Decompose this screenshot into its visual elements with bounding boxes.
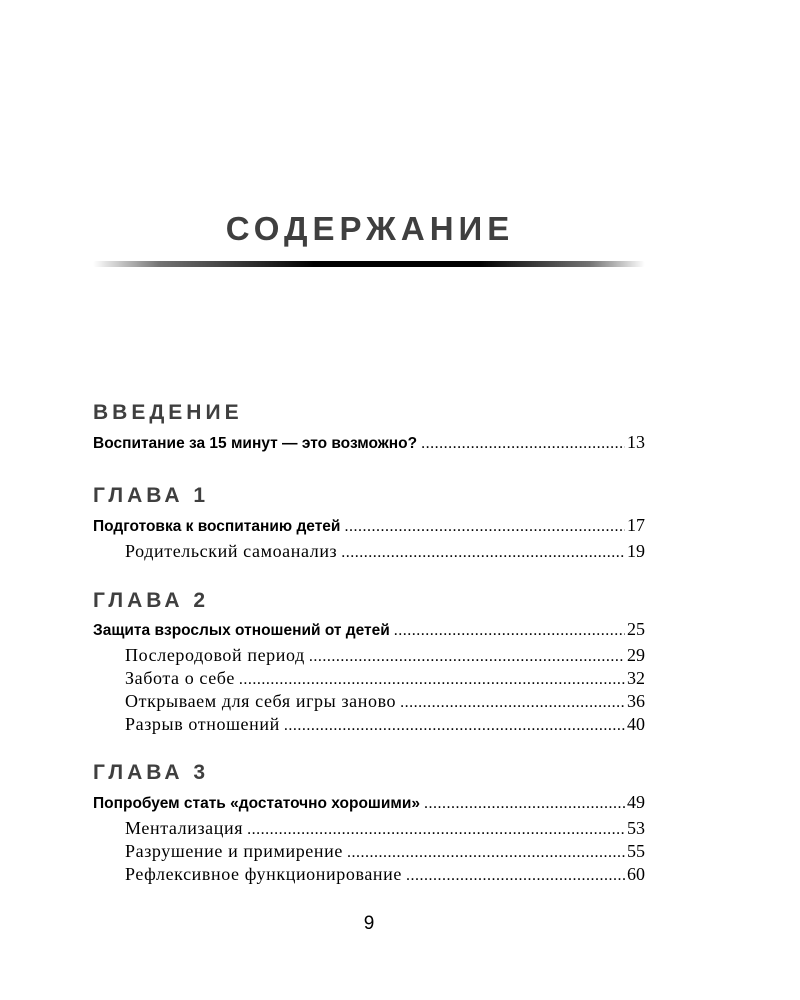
dot-leader	[309, 648, 625, 666]
toc-subentry-title: Забота о себе	[125, 668, 235, 688]
toc-entry-page: 17	[627, 515, 645, 535]
toc-subentry-page: 53	[627, 818, 645, 838]
toc-entry[interactable]	[93, 792, 645, 813]
toc-subentry-title: Послеродовой период	[125, 645, 305, 665]
page-title: СОДЕРЖАНИЕ	[225, 210, 515, 247]
toc-entry-page: 49	[627, 792, 645, 812]
dot-leader	[424, 795, 625, 813]
dot-leader	[400, 694, 625, 712]
dot-leader	[394, 622, 625, 640]
toc-subentry-page: 55	[627, 841, 645, 861]
toc-subentry-title: Разрушение и примирение	[125, 841, 343, 861]
toc-entry-title: Защита взрослых отношений от детей	[93, 622, 390, 639]
toc-subentry[interactable]	[125, 864, 645, 885]
dot-leader	[341, 544, 625, 562]
toc-entry-page: 13	[627, 432, 645, 452]
section-heading-chapter-3: ГЛАВА 3	[93, 761, 210, 784]
toc-entry[interactable]	[93, 619, 645, 640]
toc-subentry[interactable]	[125, 645, 645, 666]
toc-subentry[interactable]	[125, 541, 645, 562]
toc-subentry-title: Рефлексивное функционирование	[125, 864, 402, 884]
dot-leader	[247, 821, 625, 839]
toc-subentry[interactable]	[125, 668, 645, 689]
dot-leader	[344, 518, 625, 536]
dot-leader	[406, 867, 625, 885]
toc-entry-title: Воспитание за 15 минут — это возможно?	[93, 435, 418, 452]
toc-subentry-title: Открываем для себя игры заново	[125, 691, 397, 711]
toc-subentry-page: 19	[627, 541, 645, 561]
toc-subentry-title: Разрыв отношений	[125, 714, 280, 734]
toc-entry-page: 25	[627, 619, 645, 639]
toc-subentry-title: Родительский самоанализ	[125, 541, 338, 561]
toc-subentry-page: 40	[627, 714, 645, 734]
toc-subentry-page: 29	[627, 645, 645, 665]
toc-entry-title: Подготовка к воспитанию детей	[93, 518, 341, 535]
toc-subentry[interactable]	[125, 818, 645, 839]
toc-subentry-page: 32	[627, 668, 645, 688]
dot-leader	[284, 717, 625, 735]
toc-subentry-page: 60	[627, 864, 645, 884]
dot-leader	[421, 435, 625, 453]
toc-subentry[interactable]	[125, 714, 645, 735]
title-divider	[93, 261, 645, 267]
toc-subentry-title: Ментализация	[125, 818, 244, 838]
toc-subentry[interactable]	[125, 691, 645, 712]
toc-entry-title: Попробуем стать «достаточно хорошими»	[93, 795, 420, 812]
toc-entry[interactable]	[93, 432, 645, 453]
page-number: 9	[363, 913, 375, 934]
toc-entry[interactable]	[93, 515, 645, 536]
section-heading-introduction: ВВЕДЕНИЕ	[93, 401, 243, 424]
toc-subentry[interactable]	[125, 841, 645, 862]
section-heading-chapter-2: ГЛАВА 2	[93, 589, 210, 612]
dot-leader	[239, 671, 625, 689]
toc-subentry-page: 36	[627, 691, 645, 711]
dot-leader	[347, 844, 625, 862]
section-heading-chapter-1: ГЛАВА 1	[93, 484, 210, 507]
